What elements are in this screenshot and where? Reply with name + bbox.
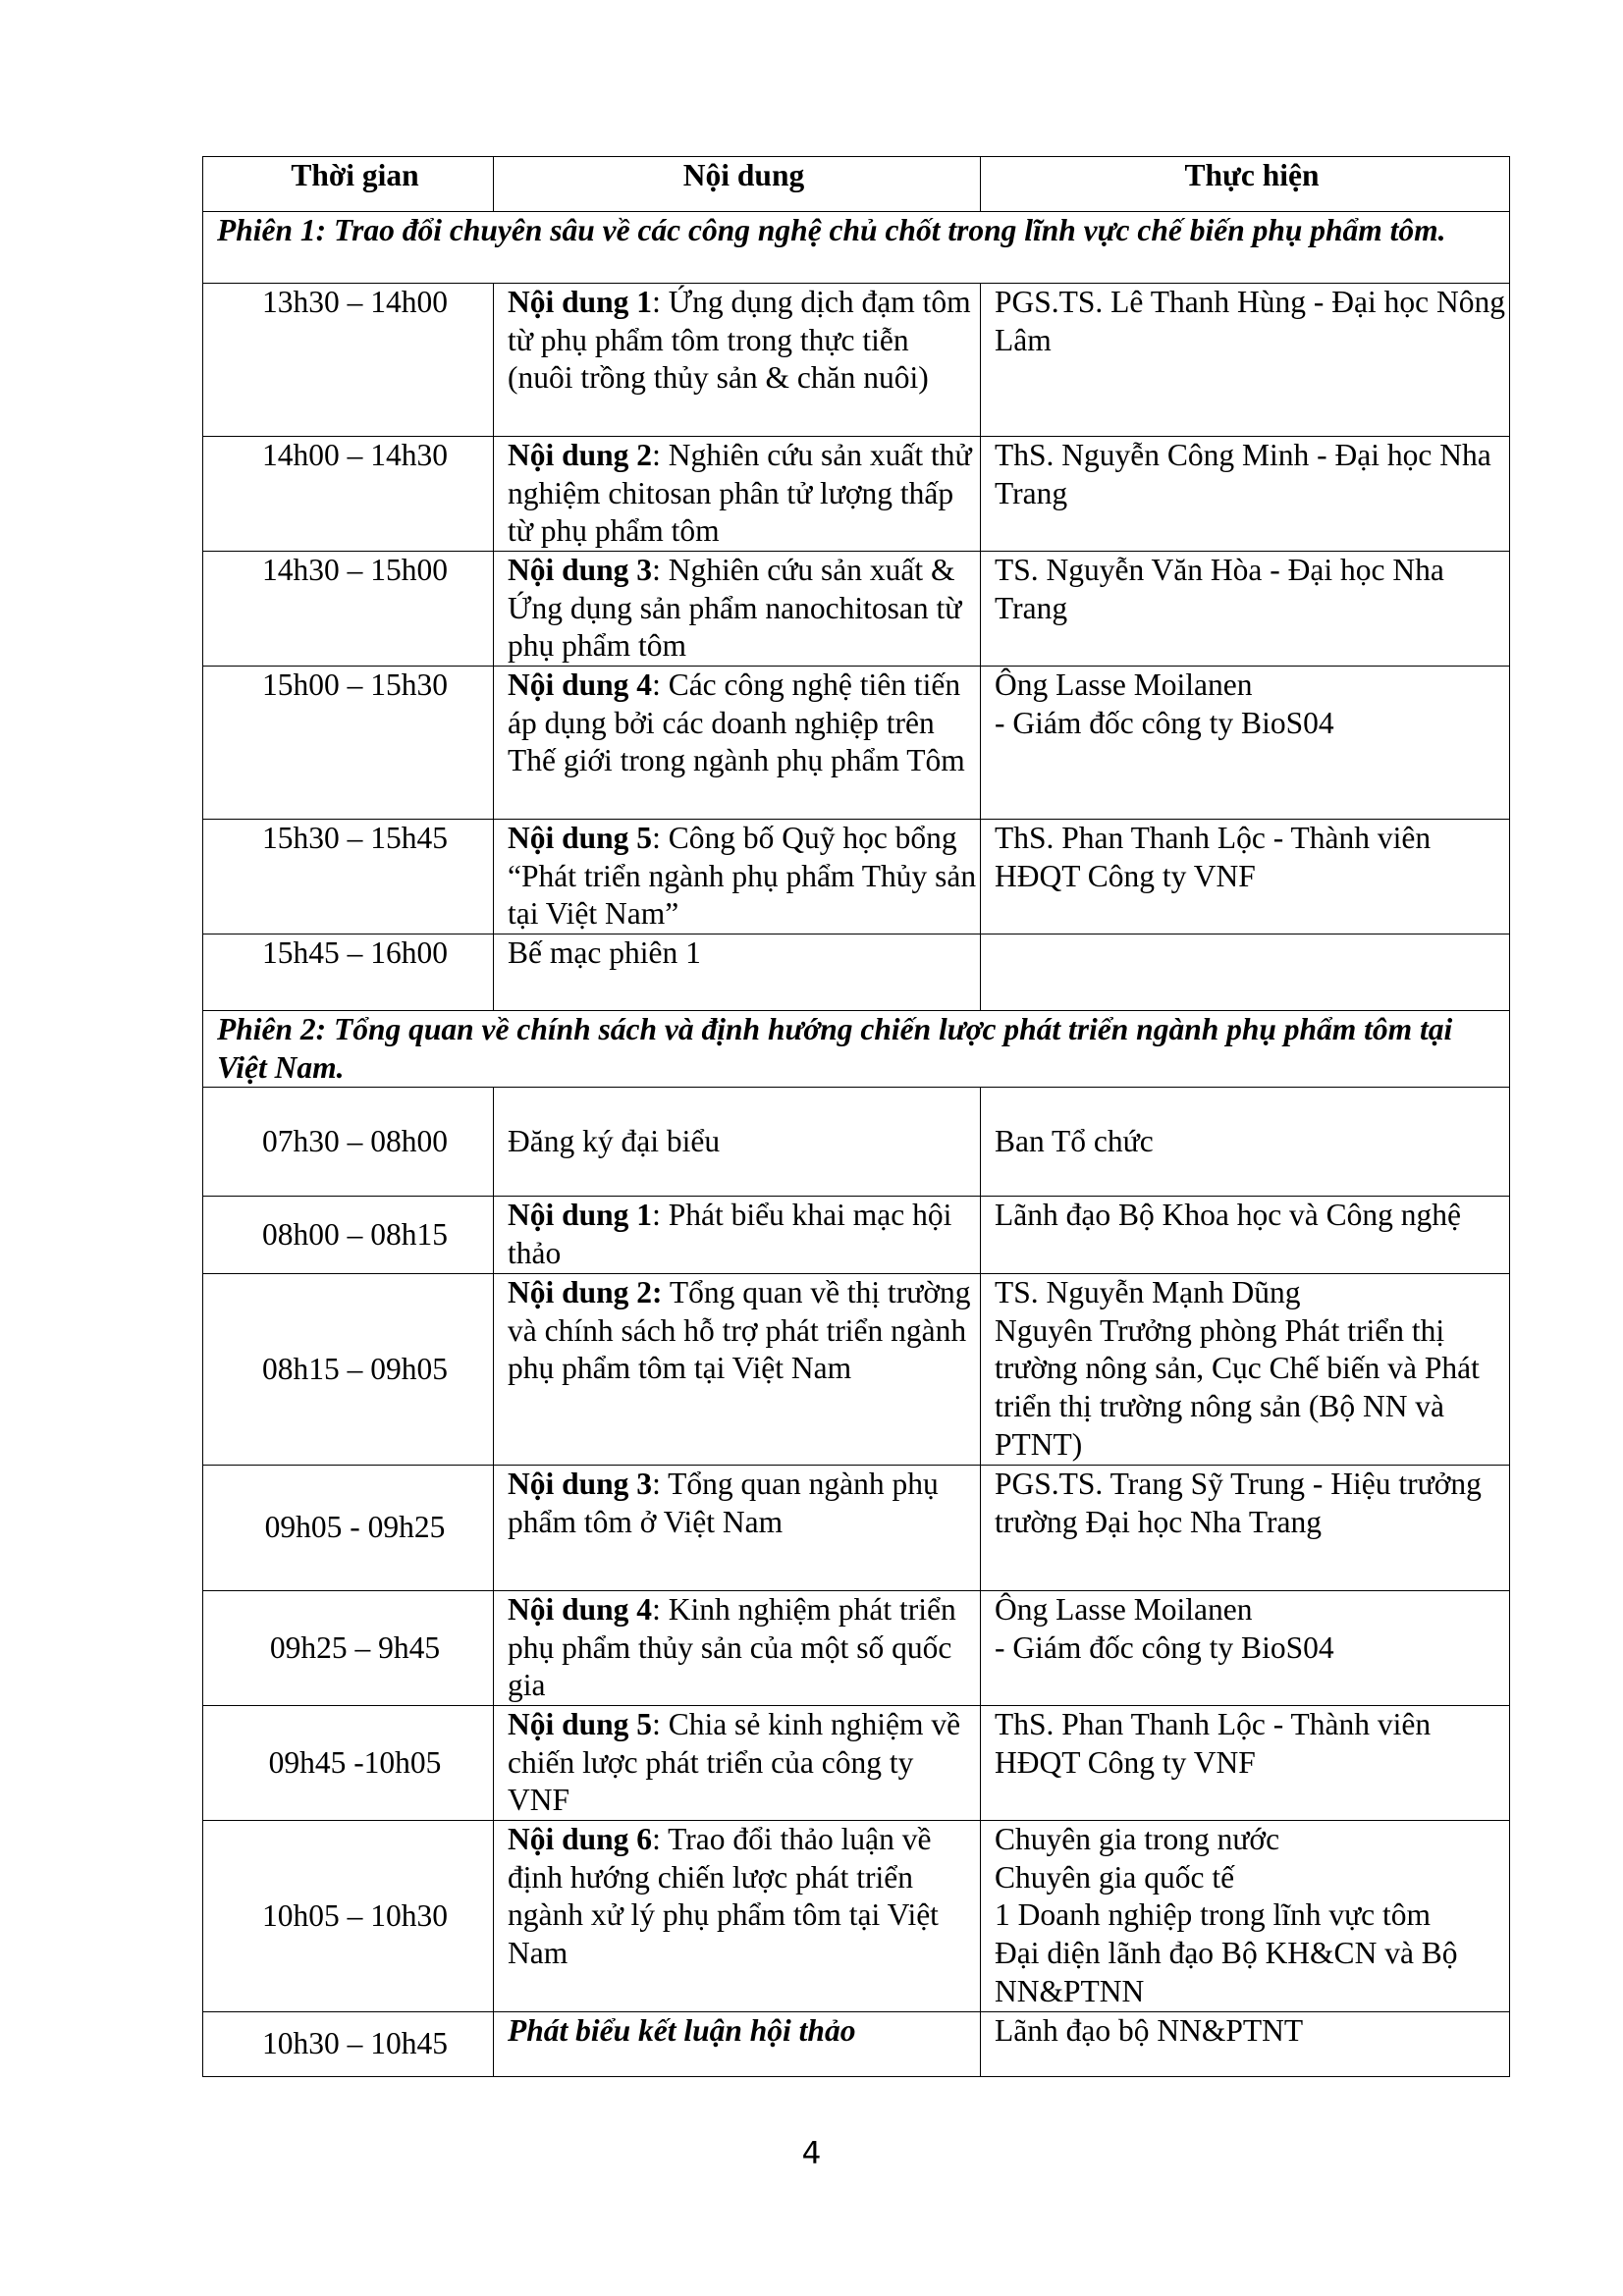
row-performer [981, 667, 1510, 820]
table-row [203, 1088, 1510, 1197]
row-performer: Lãnh đạo bộ NN&PTNT [981, 2012, 1510, 2077]
row-content: Bế mạc phiên 1 [494, 934, 981, 1011]
content-label: Nội dung 5 [508, 821, 653, 855]
row-content [494, 437, 981, 552]
table-row [203, 934, 1510, 1011]
row-time: 09h45 -10h05 [203, 1706, 494, 1821]
content-label: Nội dung 2 [508, 438, 653, 472]
performer-line: TS. Nguyễn Văn Hòa - Đại học Nha Trang [995, 553, 1444, 625]
row-time: 08h00 – 08h15 [203, 1197, 494, 1274]
content-label: Nội dung 4 [508, 667, 653, 702]
row-time: 07h30 – 08h00 [203, 1088, 494, 1197]
row-content [494, 667, 981, 820]
content-label: Nội dung 2: [508, 1275, 663, 1310]
row-content [494, 1591, 981, 1706]
row-content [494, 1274, 981, 1466]
content-text: : Kinh nghiệm phát triển phụ phẩm thủy sản của một số quốc gia [508, 1592, 956, 1703]
performer-line: 1 Doanh nghiệp trong lĩnh vực tôm [995, 1897, 1432, 1933]
row-content [494, 1706, 981, 1821]
table-header-row [203, 157, 1510, 212]
content-label: Nội dung 1 [508, 285, 653, 319]
row-content: Đăng ký đại biểu [494, 1088, 981, 1197]
row-performer [981, 934, 1510, 1011]
header-time: Thời gian [203, 157, 494, 212]
row-time: 08h15 – 09h05 [203, 1274, 494, 1466]
content-text: : Chia sẻ kinh nghiệm về chiến lược phát triển của công ty VNF [508, 1707, 961, 1818]
table-row [203, 820, 1510, 934]
row-content [494, 552, 981, 667]
performer-line: Ông Lasse Moilanen [995, 667, 1253, 702]
table-row [203, 1591, 1510, 1706]
table-row [203, 1197, 1510, 1274]
table-row [203, 284, 1510, 437]
performer-line: Lãnh đạo Bộ Khoa học và Công nghệ [995, 1198, 1462, 1233]
content-label: Nội dung 6 [508, 1822, 653, 1857]
table-row [203, 2012, 1510, 2077]
row-time: 14h30 – 15h00 [203, 552, 494, 667]
header-performer: Thực hiện [981, 157, 1510, 212]
row-performer [981, 1706, 1510, 1821]
page-number: 4 [801, 2136, 822, 2171]
performer-line: TS. Nguyễn Mạnh Dũng [995, 1275, 1301, 1310]
row-time: 15h30 – 15h45 [203, 820, 494, 934]
content-label: Nội dung 5 [508, 1707, 653, 1742]
performer-line: - Giám đốc công ty BioS04 [995, 705, 1334, 740]
row-time: 14h00 – 14h30 [203, 437, 494, 552]
row-performer [981, 437, 1510, 552]
content-text: : Phát biểu khai mạc hội thảo [508, 1198, 952, 1270]
row-performer [981, 820, 1510, 934]
row-performer [981, 284, 1510, 437]
row-time: 10h05 – 10h30 [203, 1821, 494, 2012]
row-time: 10h30 – 10h45 [203, 2012, 494, 2077]
performer-line: - Giám đốc công ty BioS04 [995, 1629, 1334, 1665]
row-performer [981, 1466, 1510, 1591]
performer-line: Nguyên Trưởng phòng Phát triển thị trường nông sản, Cục Chế biến và Phát triển thị trường nông sản (Bộ NN và PTNT) [995, 1312, 1480, 1462]
session-1-row [203, 212, 1510, 284]
content-text: : Các công nghệ tiên tiến áp dụng bởi các doanh nghiệp trên Thế giới trong ngành phụ phẩm Tôm [508, 667, 965, 778]
row-content [494, 1821, 981, 2012]
performer-line: ThS. Nguyễn Công Minh - Đại học Nha Trang [995, 438, 1491, 510]
row-time: 09h25 – 9h45 [203, 1591, 494, 1706]
row-time: 09h05 - 09h25 [203, 1466, 494, 1591]
performer-line: ThS. Phan Thanh Lộc - Thành viên HĐQT Công ty VNF [995, 821, 1432, 893]
row-content [494, 1197, 981, 1274]
content-label: Nội dung 1 [508, 1198, 653, 1233]
table-row [203, 1274, 1510, 1466]
performer-line: Ông Lasse Moilanen [995, 1592, 1253, 1628]
row-performer [981, 1591, 1510, 1706]
row-content [494, 284, 981, 437]
table-row [203, 1706, 1510, 1821]
row-performer [981, 1274, 1510, 1466]
row-performer [981, 552, 1510, 667]
content-text: Tổng quan về thị trường và chính sách hỗ trợ phát triển ngành phụ phẩm tôm tại Việt Nam [508, 1275, 971, 1386]
performer-line: PGS.TS. Trang Sỹ Trung - Hiệu trưởng trường Đại học Nha Trang [995, 1467, 1482, 1539]
content-text: : Công bố Quỹ học bổng “Phát triển ngành phụ phẩm Thủy sản tại Việt Nam” [508, 821, 977, 932]
row-content [494, 820, 981, 934]
row-content: Phát biểu kết luận hội thảo [494, 2012, 981, 2077]
session-2-title: Phiên 2: Tổng quan về chính sách và định hướng chiến lược phát triển ngành phụ phẩm tôm tại Việt Nam. [203, 1011, 1510, 1088]
performer-line: Chuyên gia trong nước [995, 1822, 1280, 1857]
performer-line: PGS.TS. Lê Thanh Hùng - Đại học Nông Lâm [995, 285, 1505, 357]
content-text: : Trao đổi thảo luận về định hướng chiến lược phát triển ngành xử lý phụ phẩm tôm tại Việt Nam [508, 1822, 939, 1970]
row-time: 15h45 – 16h00 [203, 934, 494, 1011]
agenda-table [202, 156, 1510, 2077]
header-content: Nội dung [494, 157, 981, 212]
table-row [203, 552, 1510, 667]
row-performer [981, 1197, 1510, 1274]
content-label: Nội dung 4 [508, 1592, 653, 1628]
table-row [203, 667, 1510, 820]
table-row [203, 437, 1510, 552]
performer-line: Chuyên gia quốc tế [995, 1859, 1235, 1895]
row-performer [981, 1821, 1510, 2012]
content-text: : Nghiên cứu sản xuất & Ứng dụng sản phẩm nanochitosan từ phụ phẩm tôm [508, 553, 962, 664]
performer-line: ThS. Phan Thanh Lộc - Thành viên HĐQT Công ty VNF [995, 1707, 1432, 1780]
row-time: 15h00 – 15h30 [203, 667, 494, 820]
content-text: : Ứng dụng dịch đạm tôm từ phụ phẩm tôm trong thực tiễn (nuôi trồng thủy sản & chăn nuôi) [508, 285, 971, 396]
row-performer: Ban Tổ chức [981, 1088, 1510, 1197]
content-text: : Nghiên cứu sản xuất thử nghiệm chitosan phân tử lượng thấp từ phụ phẩm tôm [508, 438, 972, 549]
table-row [203, 1821, 1510, 2012]
content-label: Nội dung 3 [508, 553, 653, 587]
row-content [494, 1466, 981, 1591]
performer-line: Đại diện lãnh đạo Bộ KH&CN và Bộ NN&PTNN [995, 1935, 1458, 2008]
session-1-title: Phiên 1: Trao đổi chuyên sâu về các công nghệ chủ chốt trong lĩnh vực chế biến phụ phẩm tôm. [203, 212, 1510, 284]
row-time: 13h30 – 14h00 [203, 284, 494, 437]
content-label: Nội dung 3 [508, 1467, 653, 1502]
content-text: : Tổng quan ngành phụ phẩm tôm ở Việt Nam [508, 1467, 939, 1539]
table-row [203, 1466, 1510, 1591]
session-2-row [203, 1011, 1510, 1088]
